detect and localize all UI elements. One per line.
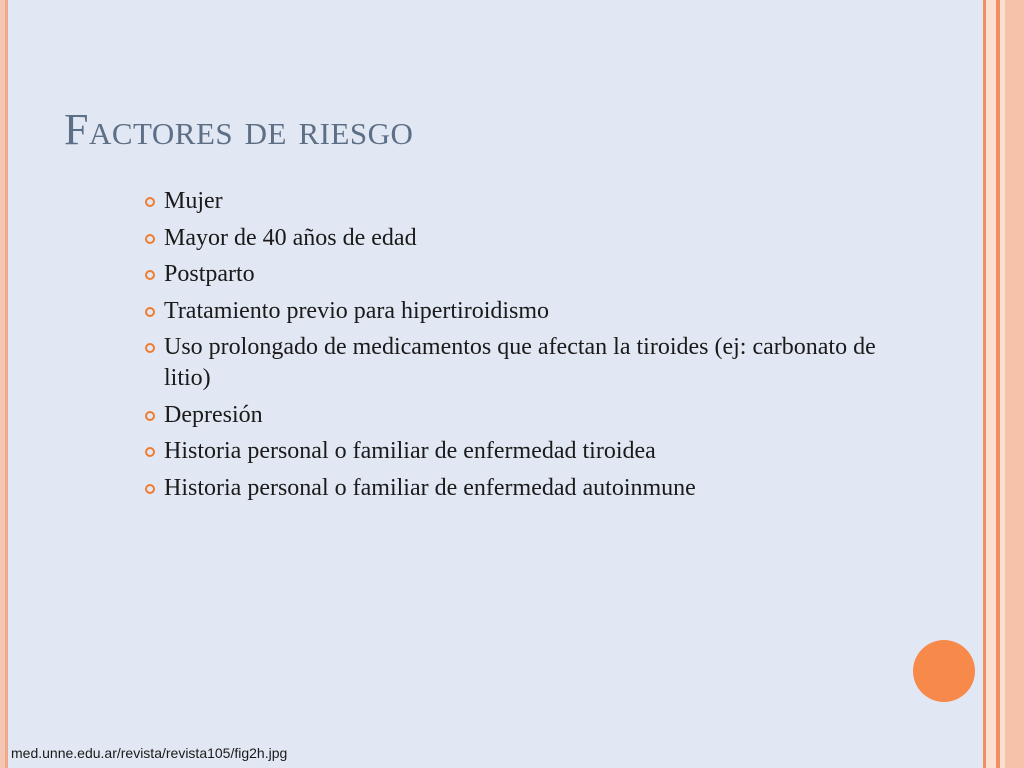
circle-outline-icon (145, 484, 155, 494)
bullet-item (145, 400, 905, 431)
left-edge-stripe (0, 0, 8, 768)
circle-outline-icon (145, 411, 155, 421)
bullet-item (145, 436, 905, 467)
circle-outline-icon (145, 343, 155, 353)
bullet-item (145, 223, 905, 254)
bullet-text: Mayor de 40 años de edad (164, 224, 417, 251)
bullet-text: Depresión (164, 401, 263, 428)
bullet-item (145, 473, 905, 504)
circle-outline-icon (145, 447, 155, 457)
right-edge-stripe (986, 0, 996, 768)
bullet-text: Uso prolongado de medicamentos que afectan la tiroides (ej: carbonato de litio) (164, 334, 876, 391)
accent-dot (913, 640, 975, 702)
bullet-item (145, 186, 905, 217)
bullet-text: Tratamiento previo para hipertiroidismo (164, 297, 550, 324)
bullet-item (145, 332, 905, 394)
circle-outline-icon (145, 234, 155, 244)
source-caption: med.unne.edu.ar/revista/revista105/fig2h.jpg (11, 745, 288, 761)
bullet-item (145, 259, 905, 290)
circle-outline-icon (145, 197, 155, 207)
bullet-list (145, 186, 905, 509)
slide-title: Factores de riesgo (64, 105, 414, 154)
bullet-text: Historia personal o familiar de enfermedad autoinmune (164, 474, 696, 501)
circle-outline-icon (145, 270, 155, 280)
bullet-text: Postparto (164, 261, 255, 287)
bullet-text: Mujer (164, 188, 223, 214)
bullet-item (145, 296, 905, 327)
circle-outline-icon (145, 307, 155, 317)
bullet-text: Historia personal o familiar de enfermedad tiroidea (164, 438, 656, 464)
right-edge-stripe (1005, 0, 1024, 768)
